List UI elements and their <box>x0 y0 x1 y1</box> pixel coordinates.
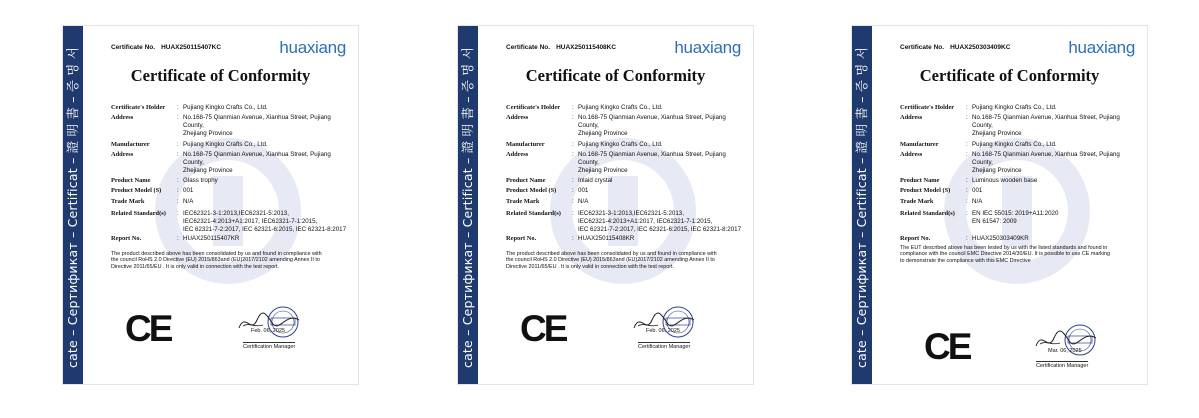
field-value-line: No.168-75 Qianmian Avenue, Xianhua Street, Pujiang County, <box>578 151 726 166</box>
statement-line: The product described above has been consolidated by us and found in compliance with <box>111 251 322 257</box>
signature-date: Mar. 06, 2025 <box>1048 348 1082 354</box>
compliance-statement <box>506 251 739 270</box>
ce-mark-icon: CE <box>924 326 970 367</box>
signature-title: Certification Manager <box>638 344 691 350</box>
field-row-standards <box>506 210 745 234</box>
field-value-line: IEC62321-3-1:2013,IEC62321-5:2013, <box>183 210 289 217</box>
field-value <box>183 151 350 175</box>
field-value-line: No.168-75 Qianmian Avenue, Xianhua Street, Pujiang County, <box>183 151 331 166</box>
field-value-line: IEC62321-4:2013+A1:2017, IEC62321-7-1:2015, <box>578 218 713 225</box>
field-label: Product Name <box>900 177 940 184</box>
field-colon: : <box>966 141 968 148</box>
field-value-line: Zhejiang Province <box>183 167 233 174</box>
field-colon: : <box>966 187 968 194</box>
statement-line: Directive 2011/65/EU . It is only valid in connection with the test report. <box>111 263 279 270</box>
field-value-line: IEC62321-4:2013+A1:2017, IEC62321-7-1:2015, <box>183 218 318 225</box>
statement-line: to demonstrate the compliance with this EMC Directive <box>900 257 1031 264</box>
signature-stamp-icon <box>628 298 708 348</box>
ce-mark-icon: CE <box>520 308 566 349</box>
field-label: Address <box>506 151 529 158</box>
field-value: Pujiang Kingko Crafts Co., Ltd. <box>972 141 1057 148</box>
field-colon: : <box>177 235 179 242</box>
field-row-product <box>506 177 745 185</box>
field-colon: : <box>572 177 574 184</box>
field-colon: : <box>966 198 968 205</box>
field-label: Related Standard(s) <box>506 210 561 217</box>
field-row-trademark <box>506 198 745 206</box>
certificate-number-value: HUAX250115407KC <box>161 44 222 51</box>
field-label: Certificate's Holder <box>111 104 166 111</box>
signature-date: Feb. 06, 2025 <box>251 328 285 334</box>
certificate-card <box>62 25 359 385</box>
field-value: 001 <box>183 187 194 194</box>
field-label: Certificate's Holder <box>506 104 561 111</box>
field-label: Product Model (S) <box>111 187 162 194</box>
field-label: Address <box>111 114 134 121</box>
field-row-standards <box>900 210 1139 226</box>
field-colon: : <box>177 187 179 194</box>
field-label: Address <box>900 114 923 121</box>
field-value-line: IEC62321-3-1:2013,IEC62321-5:2013, <box>578 210 684 217</box>
certificate-title: Certificate of Conformity <box>130 66 311 85</box>
field-colon: : <box>966 151 968 158</box>
compliance-statement <box>111 251 344 270</box>
signature-title: Certification Manager <box>1036 363 1089 369</box>
certificate-number-value: HUAX250115408KC <box>556 44 617 51</box>
field-row-model <box>900 187 1139 195</box>
field-row-model <box>506 187 745 195</box>
field-label: Related Standard(s) <box>900 210 955 217</box>
field-colon: : <box>572 151 574 158</box>
field-value: N/A <box>183 198 194 205</box>
huaxiang-logo: huaxiang <box>674 38 741 57</box>
field-row-standards <box>111 210 350 234</box>
field-value: Pujiang Kingko Crafts Co., Ltd. <box>578 141 663 148</box>
field-colon: : <box>177 141 179 148</box>
field-colon: : <box>572 114 574 121</box>
field-colon: : <box>966 235 968 242</box>
statement-line: The product described above has been consolidated by us and found in compliance with <box>506 251 717 257</box>
field-value: Pujiang Kingko Crafts Co., Ltd. <box>183 141 268 148</box>
certificate-card <box>457 25 754 385</box>
field-value-line: No.168-75 Qianmian Avenue, Xianhua Street, Pujiang County, <box>972 151 1120 166</box>
field-value <box>578 114 745 138</box>
field-value: Inlaid crystal <box>578 177 613 184</box>
field-colon: : <box>572 235 574 242</box>
field-colon: : <box>177 151 179 158</box>
certificate-body <box>872 26 1147 384</box>
field-colon: : <box>572 104 574 111</box>
field-value-line: Zhejiang Province <box>183 130 233 137</box>
field-row-maddress <box>506 151 745 175</box>
field-value-line: No.168-75 Qianmian Avenue, Xianhua Street, Pujiang County, <box>578 114 726 129</box>
field-row-holder <box>506 104 745 112</box>
field-value: Pujiang Kingko Crafts Co., Ltd. <box>183 104 268 111</box>
field-label: Trade Mark <box>506 198 540 205</box>
field-value-line: Zhejiang Province <box>578 167 628 174</box>
compliance-statement <box>900 245 1133 264</box>
field-colon: : <box>177 104 179 111</box>
field-label: Trade Mark <box>111 198 145 205</box>
field-label: Report No. <box>900 235 931 242</box>
huaxiang-logo: huaxiang <box>279 38 346 57</box>
field-label: Address <box>506 114 529 121</box>
field-row-maddress <box>900 151 1139 175</box>
field-label: Product Name <box>111 177 151 184</box>
field-value: N/A <box>972 198 983 205</box>
field-row-manufacturer <box>111 141 350 149</box>
field-colon: : <box>177 177 179 184</box>
signature-date: Feb. 06, 2025 <box>646 328 680 334</box>
field-value: 001 <box>578 187 589 194</box>
field-label: Product Name <box>506 177 546 184</box>
field-colon: : <box>572 210 574 217</box>
field-value-line: No.168-75 Qianmian Avenue, Xianhua Street, Pujiang County, <box>183 114 331 129</box>
field-value-line: EN 61547: 2009 <box>972 218 1017 225</box>
certificate-number-label: Certificate No. <box>111 44 156 51</box>
field-colon: : <box>572 141 574 148</box>
field-value <box>972 210 1139 226</box>
field-value: HUAX250115407KR <box>183 235 240 242</box>
field-row-manufacturer <box>900 141 1139 149</box>
side-band <box>458 26 478 384</box>
field-row-maddress <box>111 151 350 175</box>
ce-mark-icon: CE <box>125 308 171 349</box>
field-label: Address <box>900 151 923 158</box>
huaxiang-logo: huaxiang <box>1068 38 1135 57</box>
field-row-holder <box>900 104 1139 112</box>
field-row-report <box>111 235 350 243</box>
field-value: Pujiang Kingko Crafts Co., Ltd. <box>972 104 1057 111</box>
field-label: Certificate's Holder <box>900 104 955 111</box>
field-colon: : <box>572 187 574 194</box>
band-text: cate – Сертификат – Certificat – 證 明 書 – 증 명 서 <box>854 46 869 368</box>
certificate-number-label: Certificate No. <box>506 44 551 51</box>
certificate-number-value: HUAX250303409KC <box>950 44 1011 51</box>
field-row-trademark <box>111 198 350 206</box>
field-value-line: Zhejiang Province <box>972 130 1022 137</box>
field-value-line: IEC 62321-7-2:2017, IEC 62321-6:2015, IEC 62321-8:2017 <box>183 226 347 233</box>
field-row-address <box>506 114 745 138</box>
signature-title: Certification Manager <box>243 344 296 350</box>
statement-line: The EUT described above has been tested by us with the listed standards and found in <box>900 245 1108 251</box>
field-colon: : <box>177 198 179 205</box>
certificate-body <box>478 26 753 384</box>
field-row-product <box>900 177 1139 185</box>
field-value: Pujiang Kingko Crafts Co., Ltd. <box>578 104 663 111</box>
field-value-line: No.168-75 Qianmian Avenue, Xianhua Street, Pujiang County, <box>972 114 1120 129</box>
field-value-line: Zhejiang Province <box>578 130 628 137</box>
certificate-card <box>851 25 1148 385</box>
field-label: Report No. <box>111 235 142 242</box>
signature-stamp-icon <box>233 298 313 348</box>
field-row-holder <box>111 104 350 112</box>
field-value <box>972 114 1139 138</box>
certificate-number <box>506 44 616 51</box>
certificate-number <box>900 44 1010 51</box>
field-colon: : <box>966 210 968 217</box>
field-label: Address <box>111 151 134 158</box>
field-colon: : <box>966 104 968 111</box>
side-band <box>852 26 872 384</box>
field-value <box>578 210 745 234</box>
field-value <box>183 114 350 138</box>
field-label: Trade Mark <box>900 198 934 205</box>
field-row-manufacturer <box>506 141 745 149</box>
field-label: Manufacturer <box>900 141 939 148</box>
certificate-number-label: Certificate No. <box>900 44 945 51</box>
band-text: cate – Сертификат – Certificat – 證 明 書 – 증 명 서 <box>65 46 80 368</box>
field-value: Glass trophy <box>183 177 218 184</box>
statement-line: Directive 2011/65/EU . It is only valid in connection with the test report. <box>506 263 674 270</box>
field-value: 001 <box>972 187 983 194</box>
certificate-number <box>111 44 221 51</box>
field-label: Manufacturer <box>111 141 150 148</box>
field-row-report <box>900 235 1139 243</box>
certificate-title: Certificate of Conformity <box>919 66 1100 85</box>
field-label: Product Model (S) <box>900 187 951 194</box>
statement-line: the council RoHS 2.0 Directive (EU) 2015/863and (EU)2017/2102 amending Annex II to <box>111 257 320 264</box>
field-value <box>578 151 745 175</box>
band-text: cate – Сертификат – Certificat – 證 明 書 – 증 명 서 <box>460 46 475 368</box>
field-label: Report No. <box>506 235 537 242</box>
field-row-trademark <box>900 198 1139 206</box>
field-row-product <box>111 177 350 185</box>
field-value: Luminous wooden base <box>972 177 1038 184</box>
statement-line: compliance with the council EMC Directive 2014/30/EU. It is possible to use CE marking <box>900 251 1111 258</box>
field-value-line: IEC 62321-7-2:2017, IEC 62321-6:2015, IEC 62321-8:2017 <box>578 226 742 233</box>
field-label: Manufacturer <box>506 141 545 148</box>
field-value <box>183 210 350 234</box>
field-value: HUAX250115408KR <box>578 235 635 242</box>
statement-line: the council RoHS 2.0 Directive (EU) 2015/863and (EU)2017/2102 amending Annex II to <box>506 257 715 264</box>
field-colon: : <box>177 114 179 121</box>
field-colon: : <box>177 210 179 217</box>
field-row-report <box>506 235 745 243</box>
field-label: Related Standard(s) <box>111 210 166 217</box>
side-band <box>63 26 83 384</box>
field-value: N/A <box>578 198 589 205</box>
field-value-line: Zhejiang Province <box>972 167 1022 174</box>
field-colon: : <box>966 177 968 184</box>
certificate-body <box>83 26 358 384</box>
field-value-line: EN IEC 55015: 2019+A11:2020 <box>972 210 1059 217</box>
field-label: Product Model (S) <box>506 187 557 194</box>
field-colon: : <box>966 114 968 121</box>
field-row-address <box>111 114 350 138</box>
signature-stamp-icon <box>1030 316 1110 366</box>
field-row-address <box>900 114 1139 138</box>
field-value <box>972 151 1139 175</box>
field-row-model <box>111 187 350 195</box>
field-value: HUAX250303409KR <box>972 235 1029 242</box>
certificate-title: Certificate of Conformity <box>525 66 706 85</box>
field-colon: : <box>572 198 574 205</box>
